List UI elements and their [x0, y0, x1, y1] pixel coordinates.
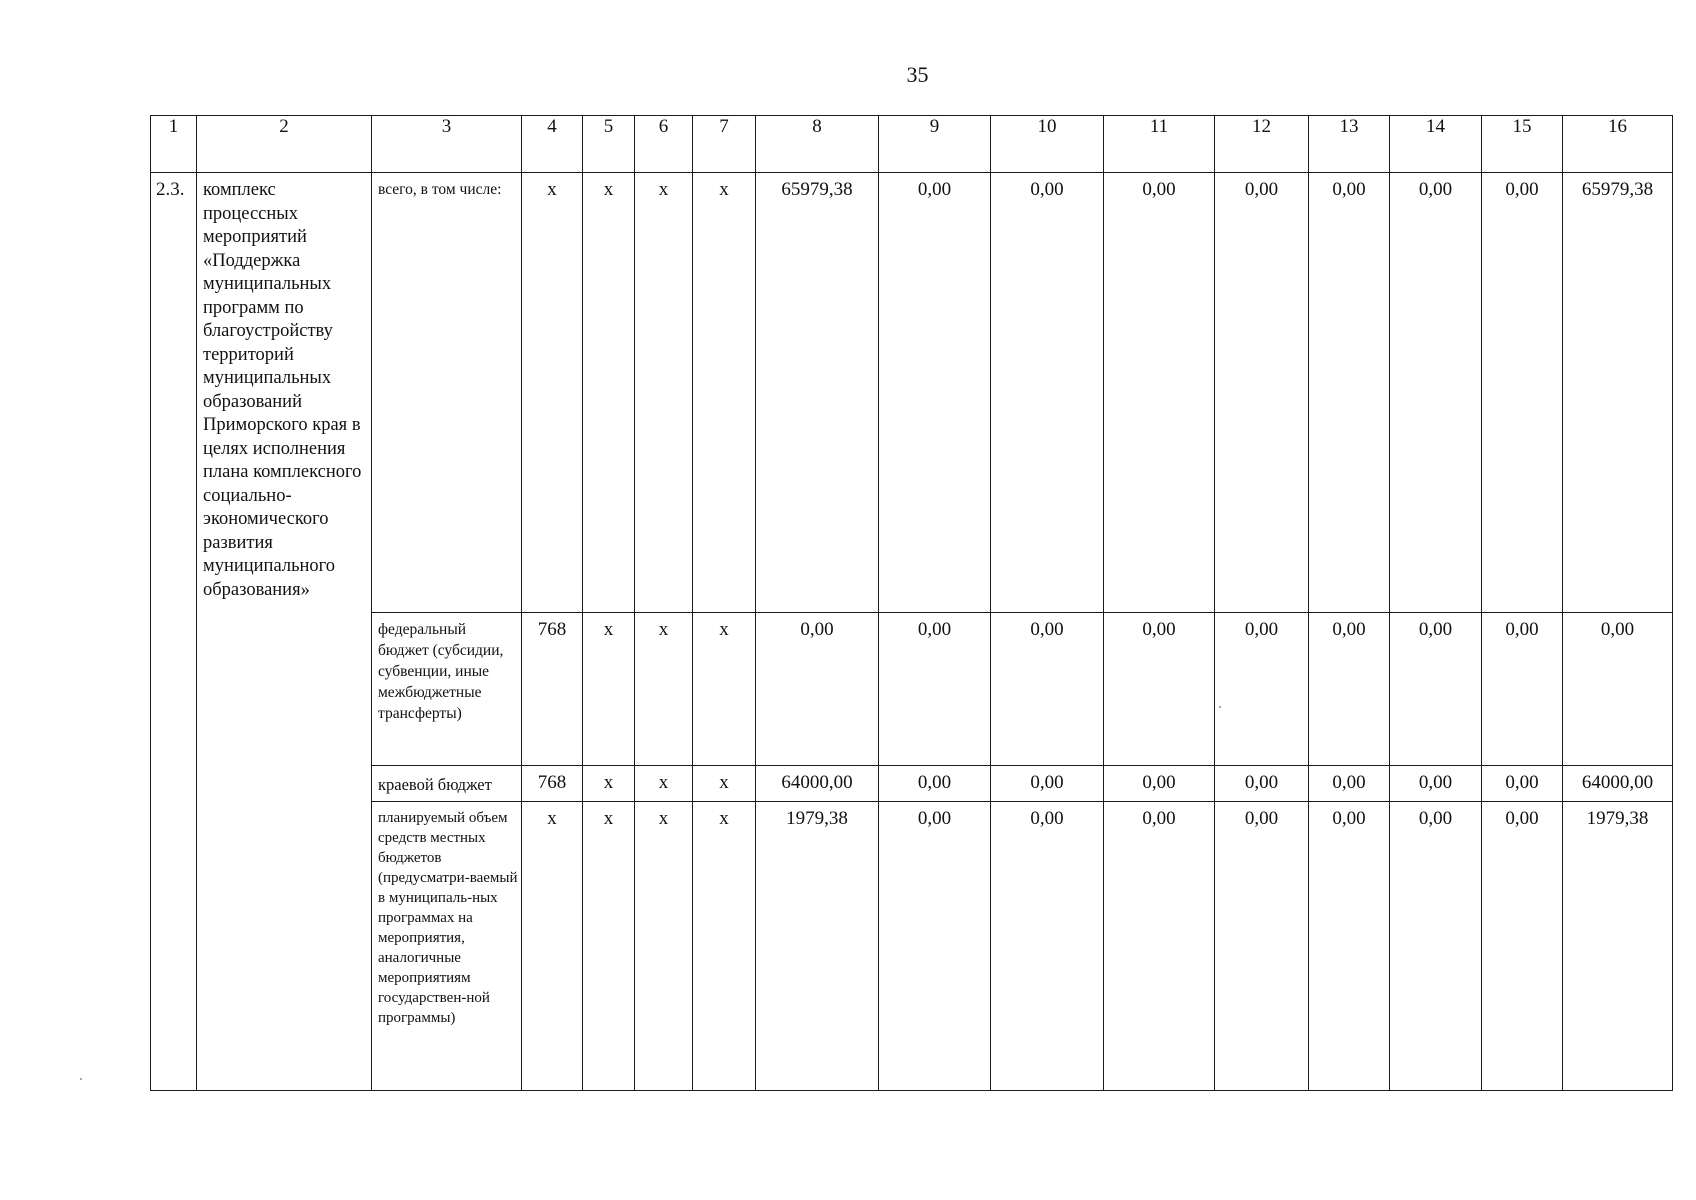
header-cell: 13 [1309, 116, 1390, 173]
table-cell: x [522, 173, 583, 613]
source-label: всего, в том числе: [372, 173, 522, 613]
table-cell: x [693, 173, 756, 613]
header-cell: 8 [756, 116, 879, 173]
header-cell: 10 [991, 116, 1104, 173]
header-cell: 9 [879, 116, 991, 173]
table-cell: x [635, 802, 693, 1091]
table-cell: 0,00 [1215, 173, 1309, 613]
table-cell: 0,00 [1309, 802, 1390, 1091]
table-cell: 0,00 [991, 802, 1104, 1091]
header-cell: 15 [1482, 116, 1563, 173]
header-cell: 14 [1390, 116, 1482, 173]
table-cell: 65979,38 [756, 173, 879, 613]
table-cell: 0,00 [1104, 173, 1215, 613]
table-cell: x [583, 613, 635, 766]
table-cell: 768 [522, 613, 583, 766]
table-cell: x [583, 766, 635, 802]
table-cell: 0,00 [1215, 613, 1309, 766]
table-cell: 0,00 [879, 613, 991, 766]
table-cell: 0,00 [991, 613, 1104, 766]
table-cell: 64000,00 [756, 766, 879, 802]
table-cell: x [583, 173, 635, 613]
header-cell: 4 [522, 116, 583, 173]
table-cell: x [635, 613, 693, 766]
table-cell: 0,00 [1390, 173, 1482, 613]
table-cell: x [522, 802, 583, 1091]
table-cell: x [693, 613, 756, 766]
table-cell: 64000,00 [1563, 766, 1673, 802]
item-name: комплекс процессных мероприятий «Поддержка муниципальных программ по благоустройству территорий муниципальных образований Приморского края в целях исполнения плана комплексного социально-экономического развития муниципального образования» [197, 173, 372, 1091]
table-cell: x [635, 173, 693, 613]
header-cell: 2 [197, 116, 372, 173]
header-cell: 7 [693, 116, 756, 173]
table-cell: 0,00 [1482, 613, 1563, 766]
table-cell: 0,00 [1309, 173, 1390, 613]
table-cell: x [693, 766, 756, 802]
header-cell: 6 [635, 116, 693, 173]
table-cell: 0,00 [1104, 802, 1215, 1091]
source-label: краевой бюджет [372, 766, 522, 802]
header-row [151, 116, 1673, 173]
table-cell: 0,00 [1390, 802, 1482, 1091]
table-cell: 0,00 [991, 173, 1104, 613]
header-cell: 11 [1104, 116, 1215, 173]
table-cell: 0,00 [1482, 173, 1563, 613]
table-cell: 0,00 [1215, 766, 1309, 802]
table-cell: 0,00 [879, 173, 991, 613]
table-row [151, 802, 1673, 1091]
table-cell: 0,00 [1482, 802, 1563, 1091]
table-cell: x [583, 802, 635, 1091]
budget-table [150, 115, 1673, 1091]
page-number: 35 [906, 62, 929, 87]
table-cell: 0,00 [1563, 613, 1673, 766]
header-cell: 1 [151, 116, 197, 173]
table-cell: 0,00 [1309, 766, 1390, 802]
table-cell: 0,00 [1482, 766, 1563, 802]
table-cell: 0,00 [1215, 802, 1309, 1091]
table-cell: 0,00 [1390, 766, 1482, 802]
scan-speck [1219, 706, 1221, 708]
header-cell: 3 [372, 116, 522, 173]
table-cell: 0,00 [879, 766, 991, 802]
source-label: федеральный бюджет (субсидии, субвенции, иные межбюджетные трансферты) [372, 613, 522, 766]
table-cell: x [693, 802, 756, 1091]
table-cell: 0,00 [1104, 766, 1215, 802]
table-cell: 1979,38 [756, 802, 879, 1091]
table-cell: 0,00 [879, 802, 991, 1091]
header-cell: 12 [1215, 116, 1309, 173]
scan-speck [80, 1078, 82, 1080]
item-index: 2.3. [151, 173, 197, 1091]
table-row [151, 613, 1673, 766]
table-cell: 0,00 [1104, 613, 1215, 766]
table-row [151, 173, 1673, 613]
table-cell: 65979,38 [1563, 173, 1673, 613]
table-cell: 0,00 [756, 613, 879, 766]
table-cell: 768 [522, 766, 583, 802]
header-cell: 16 [1563, 116, 1673, 173]
source-label: планируемый объем средств местных бюджетов (предусматри-ваемый в муниципаль-ных программах на мероприятия, аналогичные мероприятиям государствен-ной программы) [372, 802, 522, 1091]
table-cell: 0,00 [1309, 613, 1390, 766]
table-cell: 1979,38 [1563, 802, 1673, 1091]
header-cell: 5 [583, 116, 635, 173]
table-cell: x [635, 766, 693, 802]
table-cell: 0,00 [991, 766, 1104, 802]
table-cell: 0,00 [1390, 613, 1482, 766]
table-row [151, 766, 1673, 802]
